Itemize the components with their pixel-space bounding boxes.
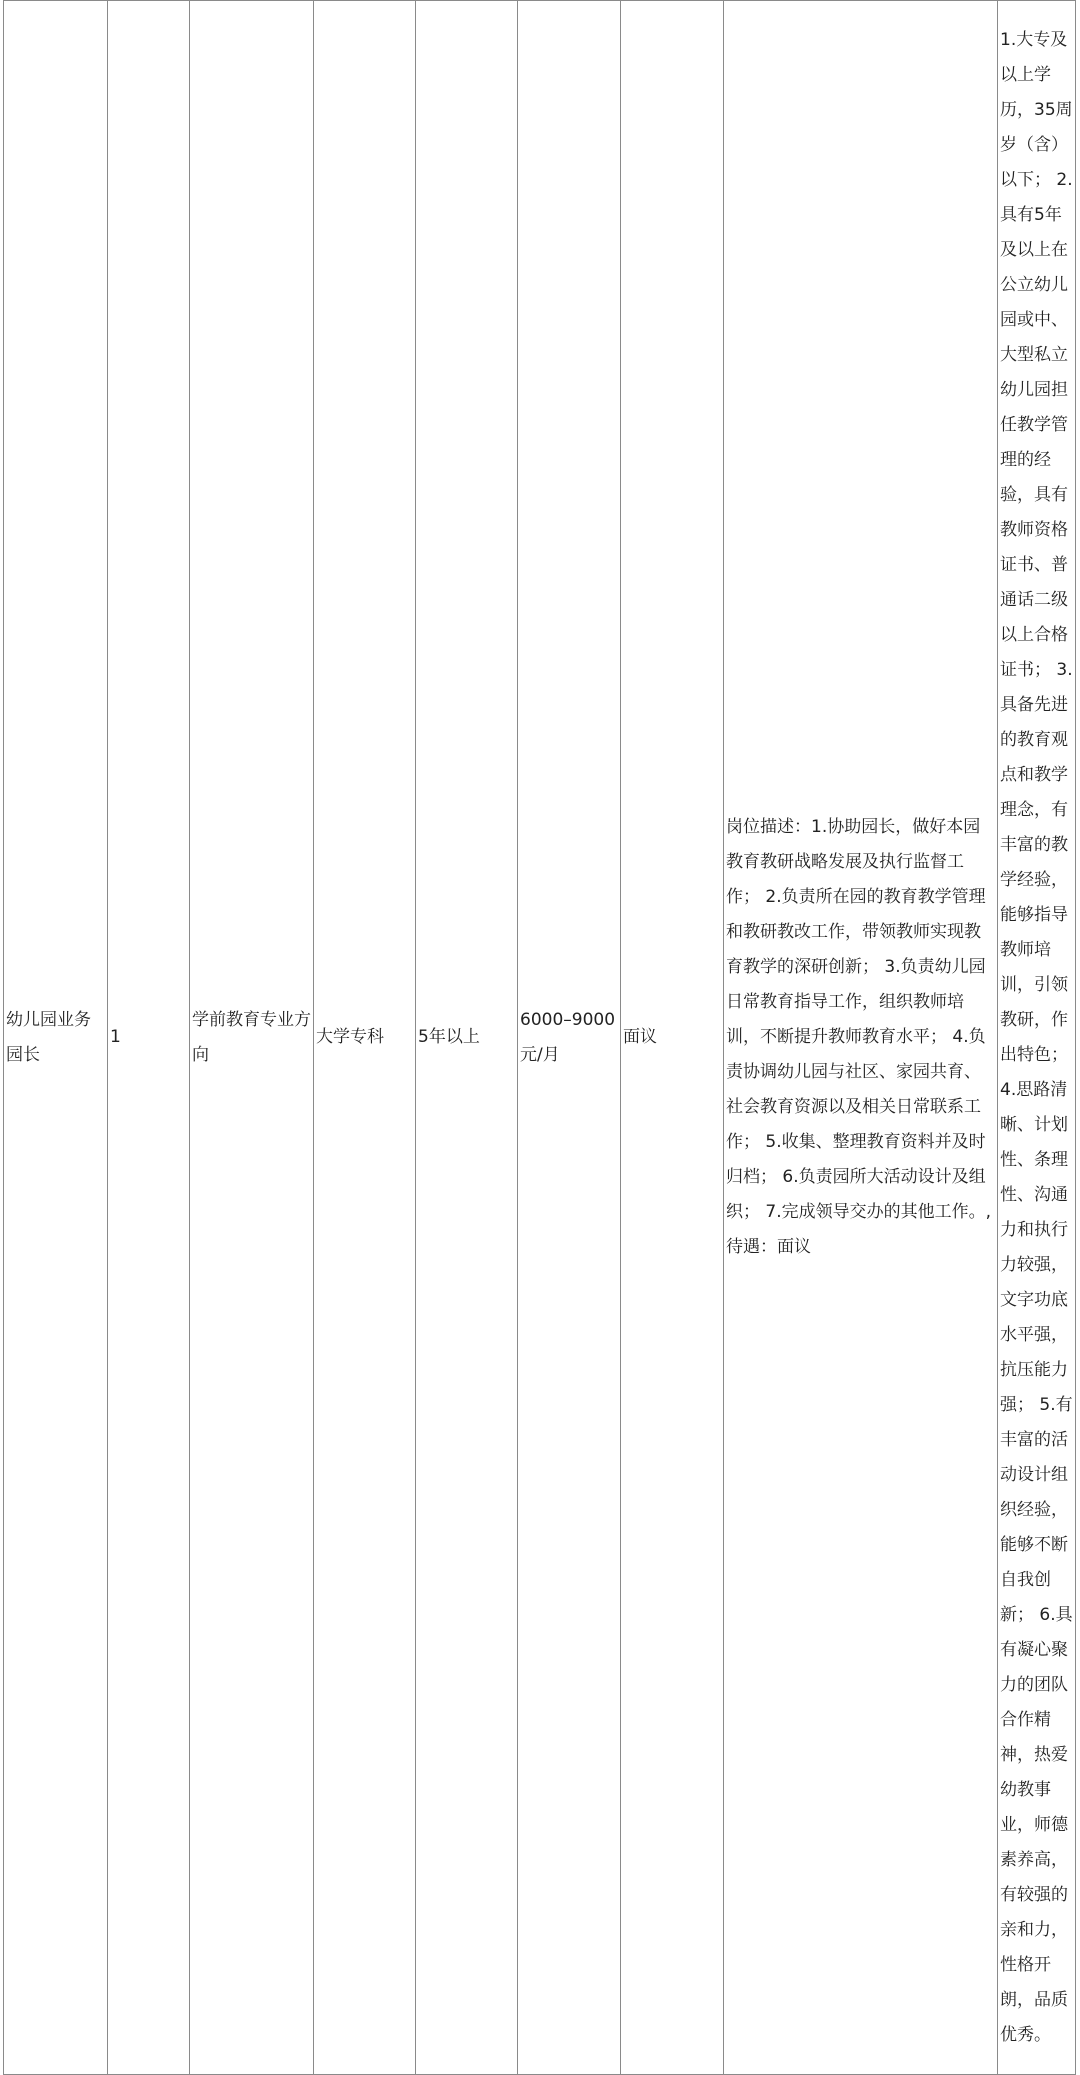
requirements-cell: 1.大专及以上学历，35周岁（含）以下； 2.具有5年及以上在公立幼儿园或中、大型私立幼儿园担任教学管理的经验，具有教师资格证书、普通话二级以上合格证书； 3.具备先进的教育观点和教学理念，有丰富的教学经验，能够指导教师培训，引领教研，作出特色； 4.思路清晰、计划性、条理性、沟通力和执行力较强，文字功底水平强，抗压能力强； 5.有丰富的活动设计组织经验，能够不断自我创新； 6.具有凝心聚力的团队合作精神，热爱幼教事业，师德素养高，有较强的亲和力，性格开朗，品质优秀。	[998, 1, 1076, 2075]
job-description-cell: 岗位描述：1.协助园长，做好本园教育教研战略发展及执行监督工作； 2.负责所在园的教育教学管理和教研教改工作，带领教师实现教育教学的深研创新； 3.负责幼儿园日常教育指导工作，组织教师培训，不断提升教师教育水平； 4.负责协调幼儿园与社区、家园共育、社会教育资源以及相关日常联系工作； 5.收集、整理教育资料并及时归档； 6.负责园所大活动设计及组织； 7.完成领导交办的其他工作。,待遇：面议	[724, 1, 998, 2075]
education-cell: 大学专科	[314, 1, 416, 2075]
benefits-cell: 面议	[621, 1, 724, 2075]
major-cell: 学前教育专业方向	[190, 1, 314, 2075]
headcount-cell: 1	[108, 1, 190, 2075]
position-cell: 幼儿园业务园长	[4, 1, 108, 2075]
table-row	[4, 1, 1076, 2075]
salary-cell: 6000–9000元/月	[518, 1, 621, 2075]
experience-cell: 5年以上	[416, 1, 518, 2075]
job-posting-table	[3, 0, 1076, 2075]
